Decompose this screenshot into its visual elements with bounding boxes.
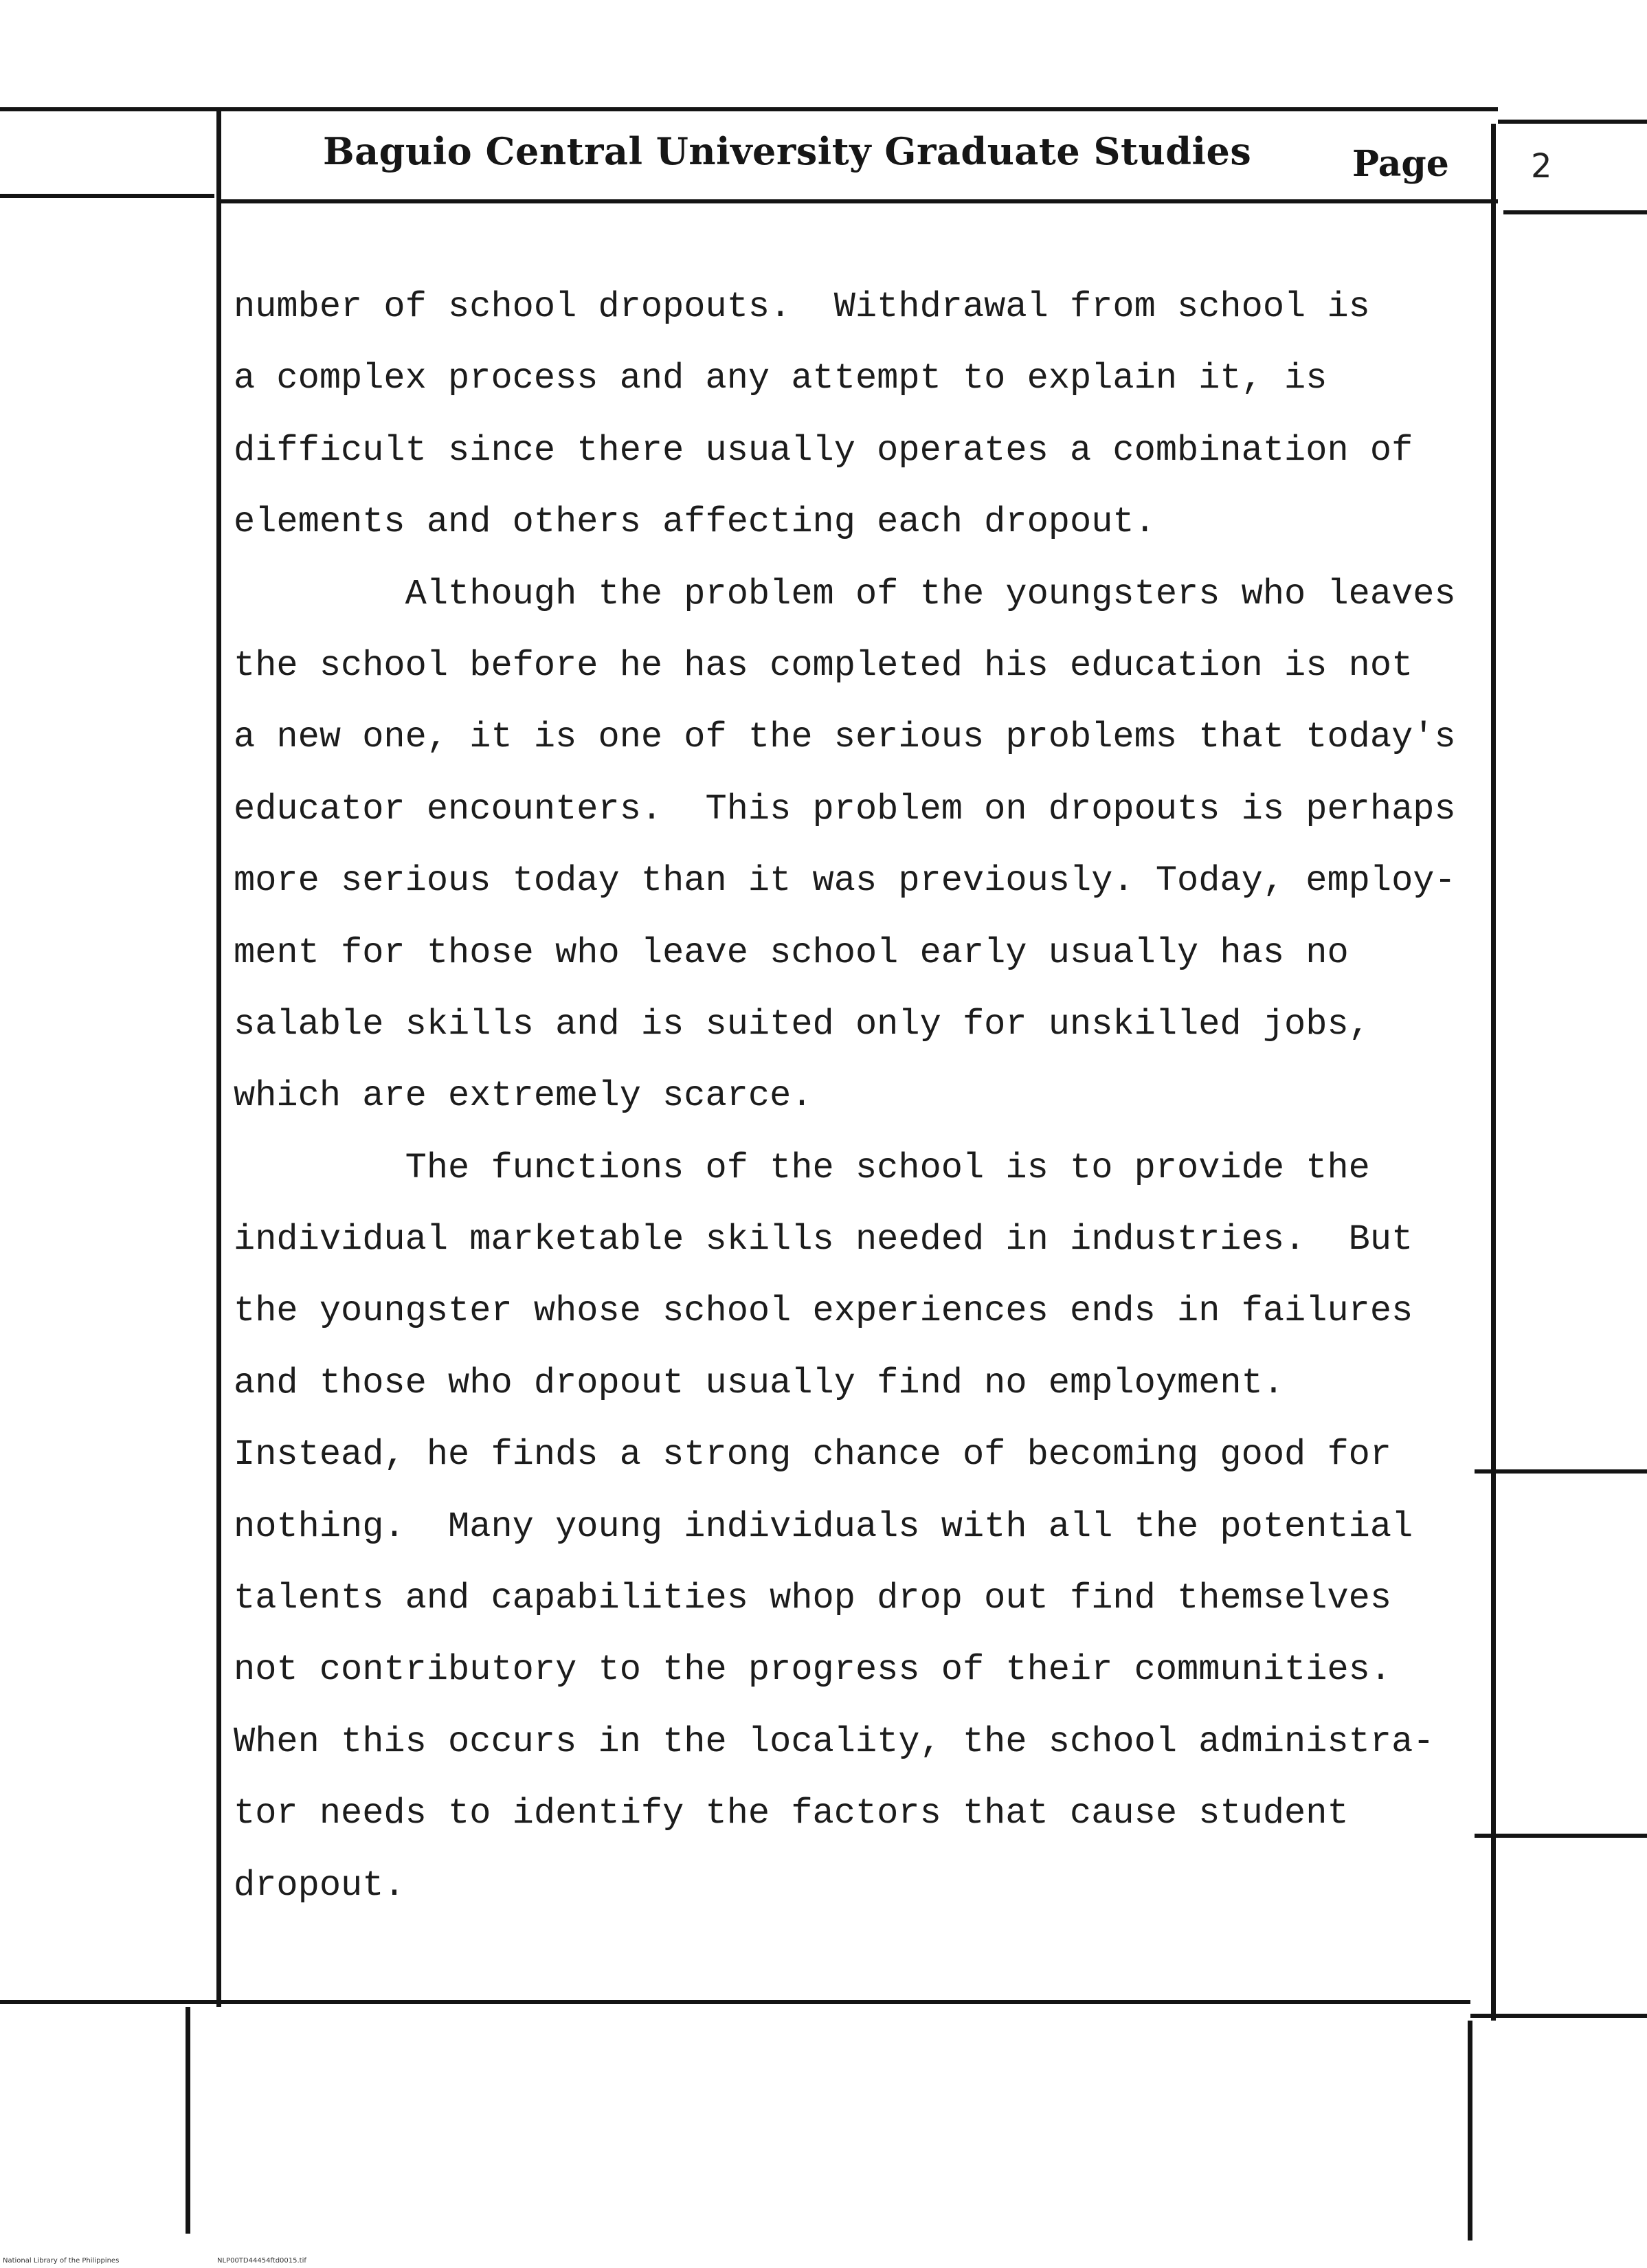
- text-line: number of school dropouts. Withdrawal from school is: [234, 287, 1370, 327]
- text-line: tor needs to identify the factors that cause student: [234, 1793, 1349, 1834]
- text-line: which are extremely scarce.: [234, 1076, 813, 1117]
- margin-rule-right-low: [1475, 1834, 1647, 1838]
- text-line: a complex process and any attempt to explain it, is: [234, 358, 1327, 399]
- right-frame-rule-lower: [1468, 2021, 1472, 2241]
- header-title: Baguio Central University Graduate Studies: [323, 129, 1252, 173]
- text-line: not contributory to the progress of their communities.: [234, 1649, 1392, 1691]
- text-line: When this occurs in the locality, the school administra-: [234, 1721, 1435, 1762]
- page-number: 2: [1531, 147, 1552, 186]
- margin-rule-right-top: [1503, 210, 1647, 214]
- text-line: a new one, it is one of the serious problems that today's: [234, 717, 1456, 758]
- footer-library: National Library of the Philippines: [3, 2257, 120, 2265]
- margin-rule-right-mid: [1475, 1469, 1647, 1474]
- text-line: individual marketable skills needed in industries. But: [234, 1219, 1413, 1260]
- text-line: The functions of the school is to provide the: [234, 1147, 1370, 1188]
- header-bottom-rule: [220, 199, 1498, 203]
- body-bottom-rule-right: [1470, 2014, 1647, 2018]
- text-line: and those who dropout usually find no employment.: [234, 1362, 1285, 1403]
- footer-filename: NLP00TD44454ftd0015.tif: [217, 2257, 306, 2265]
- header-page-label: Page: [1352, 143, 1449, 185]
- body-bottom-rule: [0, 2000, 1470, 2004]
- text-line: difficult since there usually operates a combination of: [234, 430, 1413, 471]
- header-top-rule-right: [1498, 120, 1647, 124]
- body-text: [234, 271, 1491, 1922]
- text-line: dropout.: [234, 1865, 405, 1906]
- left-frame-rule-lower: [186, 2007, 190, 2234]
- text-line: Although the problem of the youngsters who leaves: [234, 573, 1456, 614]
- text-line: the school before he has completed his education is not: [234, 645, 1413, 686]
- text-line: ment for those who leave school early usually has no: [234, 932, 1349, 973]
- text-line: talents and capabilities whop drop out find themselves: [234, 1578, 1392, 1619]
- right-frame-rule: [1491, 124, 1496, 2021]
- text-line: educator encounters. This problem on dropouts is perhaps: [234, 788, 1456, 830]
- text-line: more serious today than it was previously. Today, employ-: [234, 860, 1456, 902]
- text-line: elements and others affecting each dropout.: [234, 502, 1156, 543]
- text-line: salable skills and is suited only for unskilled jobs,: [234, 1003, 1370, 1045]
- text-line: nothing. Many young individuals with all the potential: [234, 1506, 1413, 1547]
- header-top-rule: [0, 107, 1498, 111]
- left-frame-rule: [216, 110, 221, 2007]
- margin-rule-left: [0, 194, 214, 198]
- text-line: Instead, he finds a strong chance of becoming good for: [234, 1434, 1392, 1476]
- text-line: the youngster whose school experiences ends in failures: [234, 1291, 1413, 1332]
